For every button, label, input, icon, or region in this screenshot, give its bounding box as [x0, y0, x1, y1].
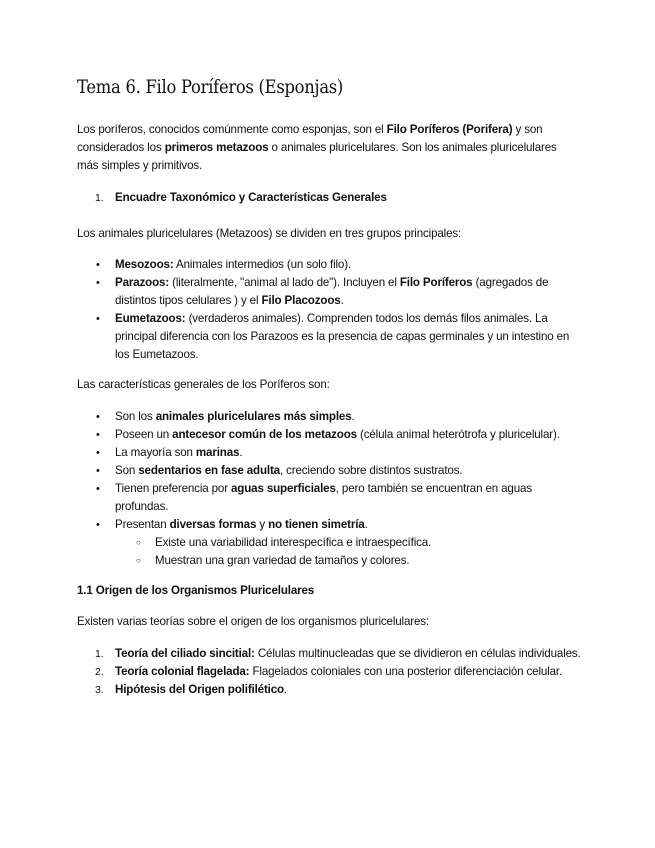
characteristics-list — [115, 408, 575, 570]
list-item: 1. Teoría del ciliado sincitial: Células multinucleadas que se dividieron en células individuales. — [95, 647, 581, 660]
section-heading-item: 1. Encuadre Taxonómico y Características Generales — [95, 191, 387, 204]
groups-intro: Los animales pluricelulares (Metazoos) se dividen en tres grupos principales: — [77, 227, 462, 240]
characteristics-intro: Las características generales de los Poríferos son: — [77, 378, 330, 391]
section-1-1-heading: 1.1 Origen de los Organismos Pluricelulares — [77, 584, 315, 597]
intro-paragraph: Los poríferos, conocidos comúnmente como esponjas, son el Filo Poríferos (Porifera) y son considerados los primeros metazoos o animales pluricelulares. Son los animales pluricelulares más simples y primitivos. — [77, 123, 557, 172]
theories-list — [95, 645, 585, 699]
list-item: • La mayoría son marinas. — [115, 444, 575, 462]
groups-list — [115, 256, 575, 364]
section-1-heading — [95, 189, 585, 207]
list-item: • Parazoos: (literalmente, "animal al lado de"). Incluyen el Filo Poríferos (agregados de distintos tipos celulares ) y el Filo Placozoos. — [115, 274, 575, 310]
page-title: Tema 6. Filo Poríferos (Esponjas) — [77, 76, 344, 98]
list-item: • Presentan diversas formas y no tienen simetría. ○ Existe una variabilidad interespecífica e intraespecífica. ○ Muestran una gran variedad de tamaños y colores. — [115, 516, 575, 570]
list-item: • Eumetazoos: (verdaderos animales). Comprenden todos los demás filos animales. La principal diferencia con los Parazoos es la presencia de capas germinales y un intestino en los Eumetazoos. — [115, 310, 575, 364]
list-item: • Son sedentarios en fase adulta, creciendo sobre distintos sustratos. — [115, 462, 575, 480]
list-item: 2. Teoría colonial flagelada: Flagelados coloniales con una posterior diferenciación celular. — [95, 665, 563, 678]
list-item: • Son los animales pluricelulares más simples. — [115, 408, 575, 426]
theories-intro: Existen varias teorías sobre el origen de los organismos pluricelulares: — [77, 615, 430, 628]
list-item: • Poseen un antecesor común de los metazoos (célula animal heterótrofa y pluricelular). — [115, 426, 575, 444]
sub-list-item: ○ Muestran una gran variedad de tamaños y colores. — [155, 552, 575, 570]
list-item: • Mesozoos: Animales intermedios (un solo filo). — [115, 256, 575, 274]
sub-list — [115, 534, 575, 570]
list-item: • Tienen preferencia por aguas superficiales, pero también se encuentran en aguas profundas. — [115, 480, 575, 516]
sub-list-item: ○ Existe una variabilidad interespecífica e intraespecífica. — [155, 534, 575, 552]
list-item: 3. Hipótesis del Origen polifilético. — [95, 683, 288, 696]
